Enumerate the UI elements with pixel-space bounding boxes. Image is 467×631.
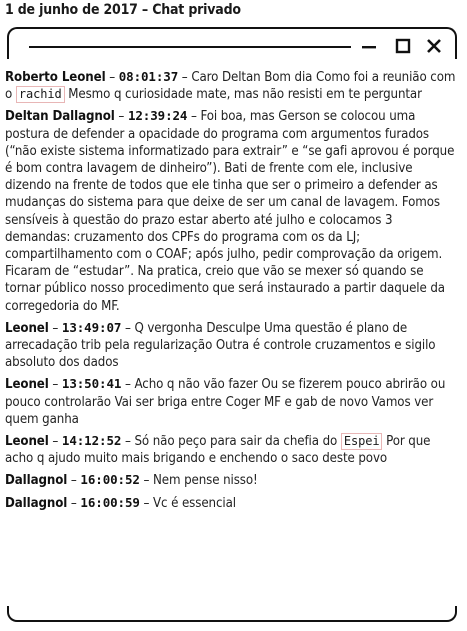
message-time: 13:50:41: [61, 376, 122, 392]
message-text: Nem pense nisso!: [153, 473, 258, 489]
titlebar-line: [29, 46, 351, 48]
message: Leonel – 14:12:52 – Só não peço para sair da chefia do Espei Por que acho q ajudo muito mais brigando e enchendo o saco deste povo: [5, 433, 431, 467]
message-sender: Leonel: [5, 434, 49, 450]
message-text: Por que acho q ajudo muito mais brigando e enchendo o saco deste povo: [5, 434, 431, 467]
highlighted-term: Espei: [341, 433, 383, 450]
minimize-icon[interactable]: [359, 36, 379, 56]
message-time: 13:49:07: [61, 319, 122, 335]
message: Dallagnol – 16:00:59 – Vc é essencial: [5, 494, 236, 511]
message-time: 08:01:37: [118, 69, 179, 84]
message: Leonel – 13:50:41 – Acho q não vão fazer Ou se fizerem pouco abrirão ou pouco controlarão Vai ser briga entre Coger MF e gab de novo Vamos ver quem ganha: [5, 376, 446, 427]
message-list: [5, 68, 457, 516]
message-text: Mesmo q curiosidade mate, mas não resisti em te perguntar: [64, 87, 422, 103]
message-sender: Roberto Leonel: [5, 70, 106, 85]
message-time: 14:12:52: [61, 433, 122, 449]
message: Deltan Dallagnol – 12:39:24 – Foi boa, mas Gerson se colocou uma postura de defender a opacidade do programa com argumentos furados (“não existe sistema informatizado para extrair” e “se gafi aprovou é porque é bom contra lavagem de dinheiro”). Bati de frente com ele, inclusive dizendo na frente de todos que ele tinha que ser o primeiro a defender as mudanças do sistema para que deixe de ser um canal de lavagem. Fomos sensíveis à questão do prazo estar aberto até julho e colocamos 3 demandas: cruzamento dos CPFs do programa com os da LJ; compartilhamento com o COAF; após julho, pedir comprovação da origem. Ficaram de “estudar”. Na pratica, creio que vão se mexer só quando se tornar público nosso procedimento que será instaurado a partir daquele da corregedoria do MF.: [5, 108, 455, 314]
message-text: Vc é essencial: [153, 495, 236, 511]
message-time: 16:00:59: [80, 494, 140, 510]
highlighted-term: rachid: [16, 86, 65, 103]
message-time: 12:39:24: [127, 108, 188, 124]
message-time: 16:00:52: [80, 472, 140, 488]
message: Roberto Leonel – 08:01:37 – Caro Deltan Bom dia Como foi a reunião com o rachid Mesmo q curiosidade mate, mas não resisti em te perguntar: [5, 69, 456, 103]
message-text: Q vergonha Desculpe Uma questão é plano de arrecadação trib pela regularização Outra é controle cruzamentos e sigilo absoluto dos dados: [5, 320, 436, 371]
message-text: Caro Deltan Bom dia Como foi a reunião com o: [5, 70, 456, 103]
message: Dallagnol – 16:00:52 – Nem pense nisso!: [5, 472, 258, 489]
message-sender: Dallagnol: [5, 473, 68, 489]
message-text: Acho q não vão fazer Ou se fizerem pouco abrirão ou pouco controlarão Vai ser briga entre Coger MF e gab de novo Vamos ver quem ganha: [5, 377, 446, 427]
message: Leonel – 13:49:07 – Q vergonha Desculpe Uma questão é plano de arrecadação trib pela regularização Outra é controle cruzamentos e sigilo absoluto dos dados: [5, 319, 436, 371]
maximize-icon[interactable]: [393, 36, 413, 56]
message-sender: Leonel: [5, 320, 49, 336]
close-icon[interactable]: [424, 36, 444, 56]
message-text: Só não peço para sair da chefia do: [134, 434, 341, 450]
message-text: Foi boa, mas Gerson se colocou uma postura de defender a opacidade do programa com argumentos furados (“não existe sistema informatizado para extrair” e “se gafi aprovou é porque é bom contra lavagem de dinheiro”). Bati de frente com ele, inclusive dizendo na frente de todos que ele tinha que ser o primeiro a defender as mudanças do sistema para que deixe de ser um canal de lavagem. Fomos sensíveis à questão do prazo estar aberto até julho e colocamos 3 demandas: cruzamento dos CPFs do programa com os da LJ; compartilhamento com o COAF; após julho, pedir comprovação da origem. Ficaram de “estudar”. Na pratica, creio que vão se mexer só quando se tornar público nosso procedimento que será instaurado a partir daquele da corregedoria do MF.: [5, 109, 455, 314]
message-sender: Dallagnol: [5, 495, 68, 511]
page-title: 1 de junho de 2017 – Chat privado: [5, 2, 241, 18]
window-titlebar: [7, 27, 457, 59]
message-sender: Deltan Dallagnol: [5, 109, 115, 125]
window-bottom-border: [7, 606, 457, 622]
message-sender: Leonel: [5, 377, 49, 393]
